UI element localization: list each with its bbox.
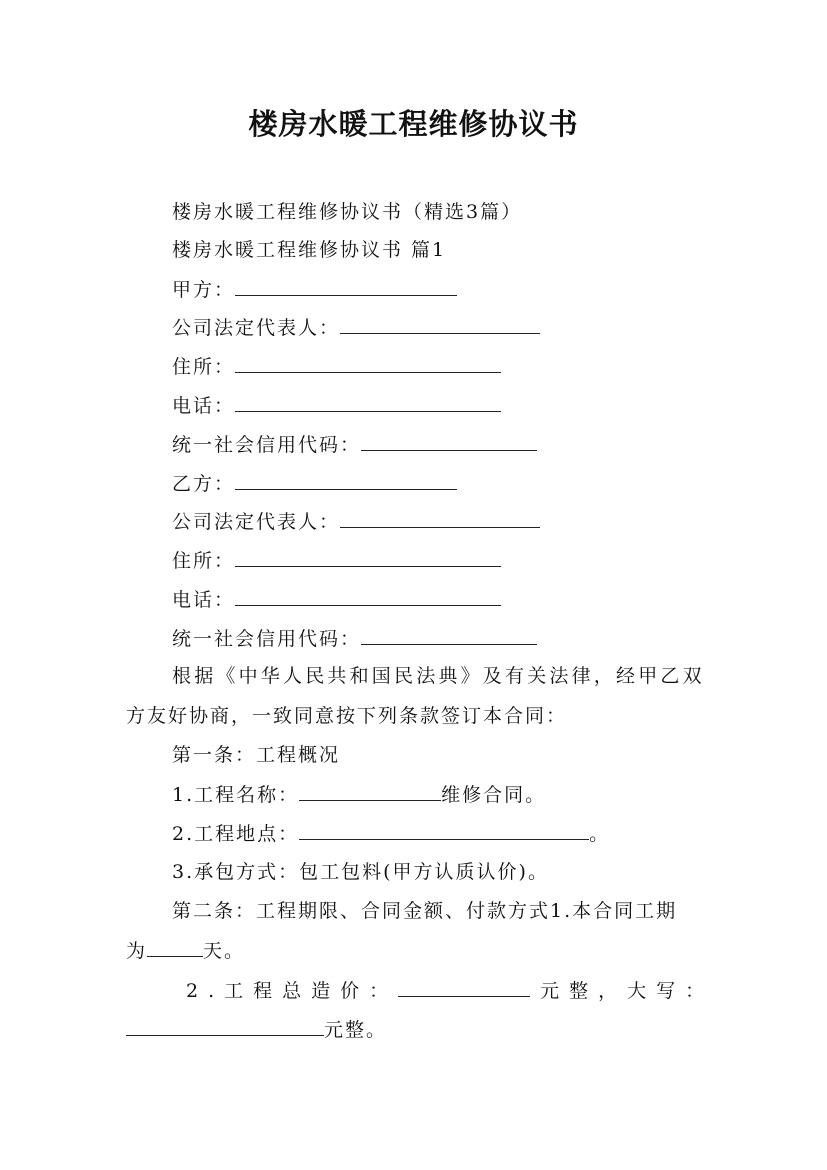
party-b-rep-label: 公司法定代表人： <box>172 511 341 533</box>
document-title: 楼房水暖工程维修协议书 <box>248 107 579 141</box>
clause-2-item-2 <box>186 978 714 1003</box>
duration-prefix: 为 <box>126 940 148 962</box>
party-b-phone-label: 电话： <box>172 589 236 611</box>
project-location-label: 2.工程地点： <box>172 823 300 845</box>
total-price-mid: 元整，大写： <box>540 980 715 1002</box>
party-b-address-blank[interactable] <box>235 548 501 567</box>
clause-2-line-1: 第二条：工程期限、合同金额、付款方式1.本合同工期 <box>172 900 678 922</box>
party-a-address-label: 住所： <box>172 356 236 378</box>
party-a-rep-row <box>172 315 540 340</box>
clause-1-item-3: 3.承包方式：包工包料(甲方认质认价)。 <box>172 861 549 883</box>
clause-1-item-2 <box>172 821 610 846</box>
project-name-blank[interactable] <box>299 782 441 801</box>
party-a-address-blank[interactable] <box>235 354 501 373</box>
party-a-blank[interactable] <box>235 277 457 296</box>
document-subtitle: 楼房水暖工程维修协议书（精选3篇） <box>172 201 523 223</box>
party-b-phone-blank[interactable] <box>235 587 501 606</box>
project-location-suffix: 。 <box>589 823 611 845</box>
total-price-words-blank[interactable] <box>126 1017 324 1036</box>
total-price-blank[interactable] <box>398 978 530 997</box>
party-b-credit-row <box>172 626 537 651</box>
preamble-line-1: 根据《中华人民共和国民法典》及有关法律，经甲乙双 <box>172 665 705 687</box>
party-b-credit-label: 统一社会信用代码： <box>172 628 362 650</box>
clause-2-line-2 <box>126 938 245 963</box>
party-b-label: 乙方： <box>172 473 236 495</box>
clause-1-item-1 <box>172 782 546 807</box>
project-location-blank[interactable] <box>299 821 589 840</box>
party-a-address-row <box>172 354 501 379</box>
clause-1-heading: 第一条：工程概况 <box>172 744 341 766</box>
total-price-label: 2.工程总造价： <box>186 980 399 1002</box>
total-price-end: 元整。 <box>324 1019 388 1041</box>
project-name-label: 1.工程名称： <box>172 784 300 806</box>
party-b-row <box>172 471 457 496</box>
party-a-credit-blank[interactable] <box>361 432 537 451</box>
party-a-credit-label: 统一社会信用代码： <box>172 434 362 456</box>
party-a-phone-label: 电话： <box>172 395 236 417</box>
party-b-phone-row <box>172 587 501 612</box>
party-b-blank[interactable] <box>235 471 457 490</box>
party-b-rep-blank[interactable] <box>340 509 540 528</box>
preamble-line-2: 方友好协商，一致同意按下列条款签订本合同： <box>126 705 568 727</box>
article-heading: 楼房水暖工程维修协议书 篇1 <box>172 239 447 261</box>
party-b-credit-blank[interactable] <box>361 626 537 645</box>
party-b-rep-row <box>172 509 540 534</box>
party-a-label: 甲方： <box>172 279 236 301</box>
party-a-phone-blank[interactable] <box>235 393 501 412</box>
party-b-address-label: 住所： <box>172 550 236 572</box>
party-a-rep-blank[interactable] <box>340 315 540 334</box>
party-b-address-row <box>172 548 501 573</box>
party-a-phone-row <box>172 393 501 418</box>
clause-2-item-2-cont <box>126 1017 387 1042</box>
party-a-row <box>172 277 457 302</box>
duration-blank[interactable] <box>147 938 203 957</box>
party-a-credit-row <box>172 432 537 457</box>
project-name-suffix: 维修合同。 <box>441 784 547 806</box>
party-a-rep-label: 公司法定代表人： <box>172 317 341 339</box>
duration-suffix: 天。 <box>203 940 246 962</box>
